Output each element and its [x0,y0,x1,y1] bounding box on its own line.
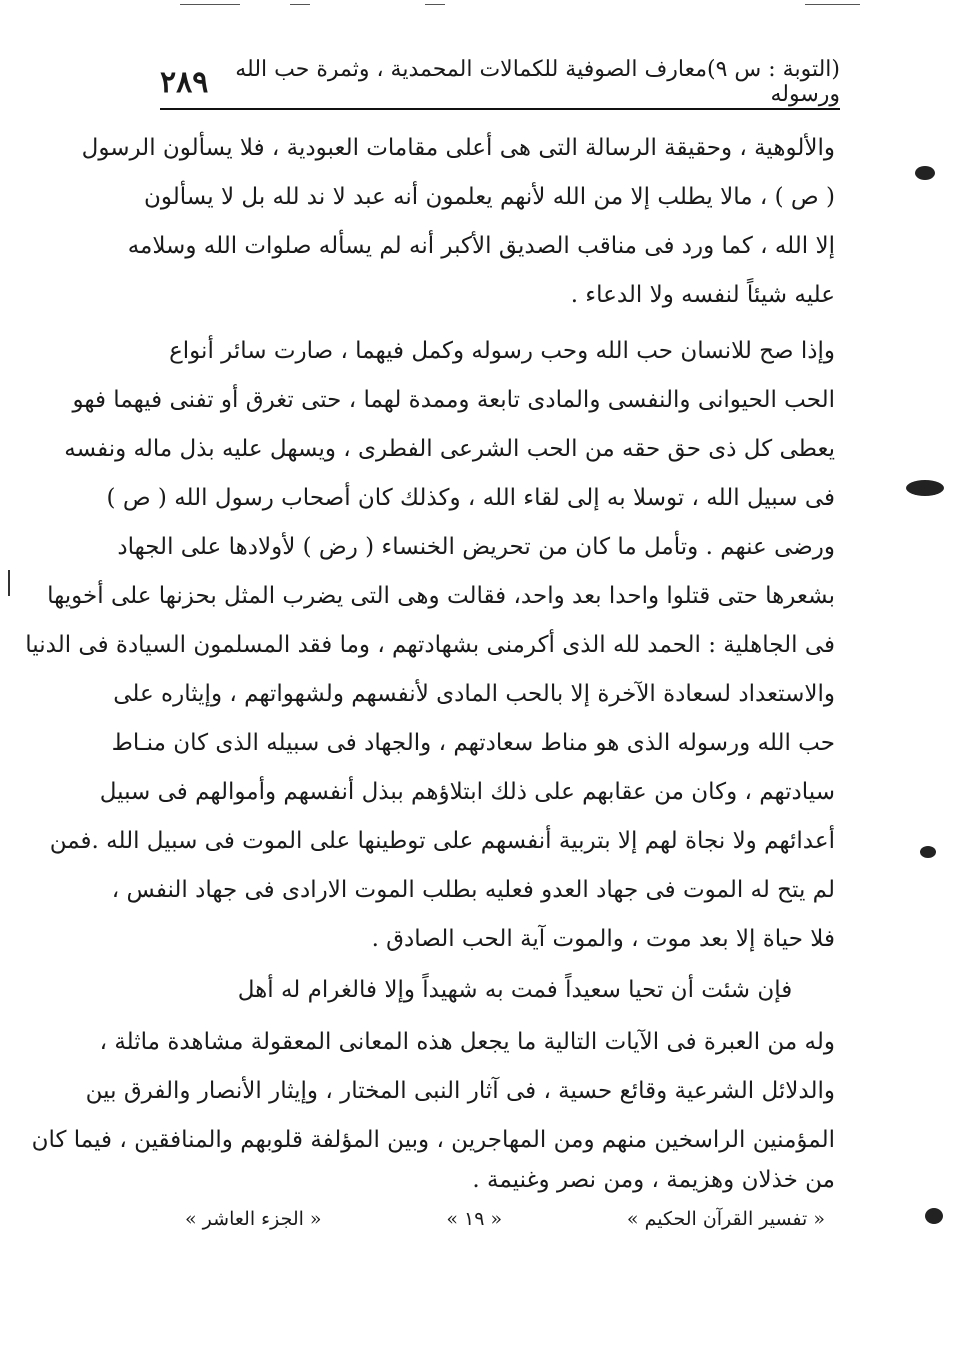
text-line: ورضى عنهم . وتأمل ما كان من تحريض الخنساء ( رض ) لأولادها على الجهاد [117,534,835,560]
text-line: سيادتهم ، وكان من عقابهم على ذلك ابتلاؤهم ببذل أنفسهم وأموالهم فى سبيل [99,779,835,805]
text-line: فى الجاهلية : الحمد لله الذى أكرمنى بشهادتهم ، وما فقد المسلمون السيادة فى الدنيا [25,632,835,658]
page-number: ٢٨٩ [160,64,209,100]
punch-hole-mark [906,480,944,496]
text-line: حب الله ورسوله الذى هو مناط سعادتهم ، والجهاد فى سبيله الذى كان منـاط [111,730,835,756]
punch-hole-mark [925,1208,943,1224]
punch-hole-mark [920,846,936,858]
text-line: وله من العبرة فى الآيات التالية ما يجعل هذه المعانى المعقولة مشاهدة ماثلة ، [99,1029,835,1055]
text-line: المؤمنين الراسخين منهم ومن المهاجرين ، وبين المؤلفة قلوبهم والمنافقين ، فيما كان [31,1127,835,1153]
top-edge-line [290,4,310,5]
header-rule [160,108,840,110]
text-line: يعطى كل ذى حق حقه من الحب الشرعى الفطرى ، ويسهل عليه بذل ماله ونفسه [64,436,835,462]
top-edge-line [180,4,240,5]
text-line: الحب الحيوانى والنفسى والمادى تابعة وممدة لهما ، حتى تغرق أو تفنى فيهما فهو [72,387,835,413]
top-edge-line [425,4,445,5]
text-line: والاستعداد لسعادة الآخرة إلا بالحب المادى لأنفسهم ولشهواتهم ، وإيثاره على [113,681,835,707]
footer-book-title: « تفسير القرآن الحكيم » [626,1208,825,1230]
text-line: من خذلان وهزيمة ، ومن نصر وغنيمة . [472,1167,835,1193]
punch-hole-mark [915,166,935,180]
text-line: والألوهية ، وحقيقة الرسالة التى هى أعلى مقامات العبودية ، فلا يسألون الرسول [81,135,835,161]
text-line: إلا الله ، كما ورد فى مناقب الصديق الأكبر أنه لم يسأله صلوات الله وسلامه [127,233,835,259]
text-line: فى سبيل الله ، توسلا به إلى لقاء الله ، وكذلك كان أصحاب رسول الله ( ص ) [106,485,835,511]
text-line: أعدائهم ولا نجاة لهم إلا بتربية أنفسهم على توطينها على الموت فى سبيل الله .فمن [49,828,835,854]
top-edge-line [805,4,860,5]
footer-signature-number: « ١٩ » [446,1208,503,1230]
text-line: عليه شيئاً لنفسه ولا الدعاء . [570,282,835,308]
text-line: وإذا صح للانسان حب الله وحب رسوله وكمل فيهما ، صارت سائر أنواع [169,338,835,364]
footer-volume: « الجزء العاشر » [185,1208,322,1230]
running-header [160,57,840,107]
text-line: ( ص ) ، مالا يطلب إلا من الله لأنهم يعلمون أنه عبد لا ند لله بل لا يسألون [143,184,835,210]
running-footer [185,1208,825,1238]
poetry-verse: فإن شئت أن تحيا سعيداً فمت به شهيداً وإلا فالغرام له أهل [237,977,793,1003]
text-line: فلا حياة إلا بعد موت ، والموت آية الحب الصادق . [371,926,835,952]
text-line: لم يتح له الموت فى جهاد العدو فعليه بطلب الموت الارادى فى جهاد النفس ، [111,877,835,903]
text-line: بشعرها حتى قتلوا واحدا بعد واحد، فقالت وهى التى يضرب المثل بحزنها على أخويها [47,583,835,609]
margin-tick [8,570,10,596]
header-title: (التوبة : س ٩)معارف الصوفية للكمالات المحمدية ، وثمرة حب الله ورسوله [235,57,840,107]
text-line: والدلائل الشرعية وقائع حسية ، فى آثار النبى المختار ، وإيثار الأنصار والفرق بين [85,1078,835,1104]
